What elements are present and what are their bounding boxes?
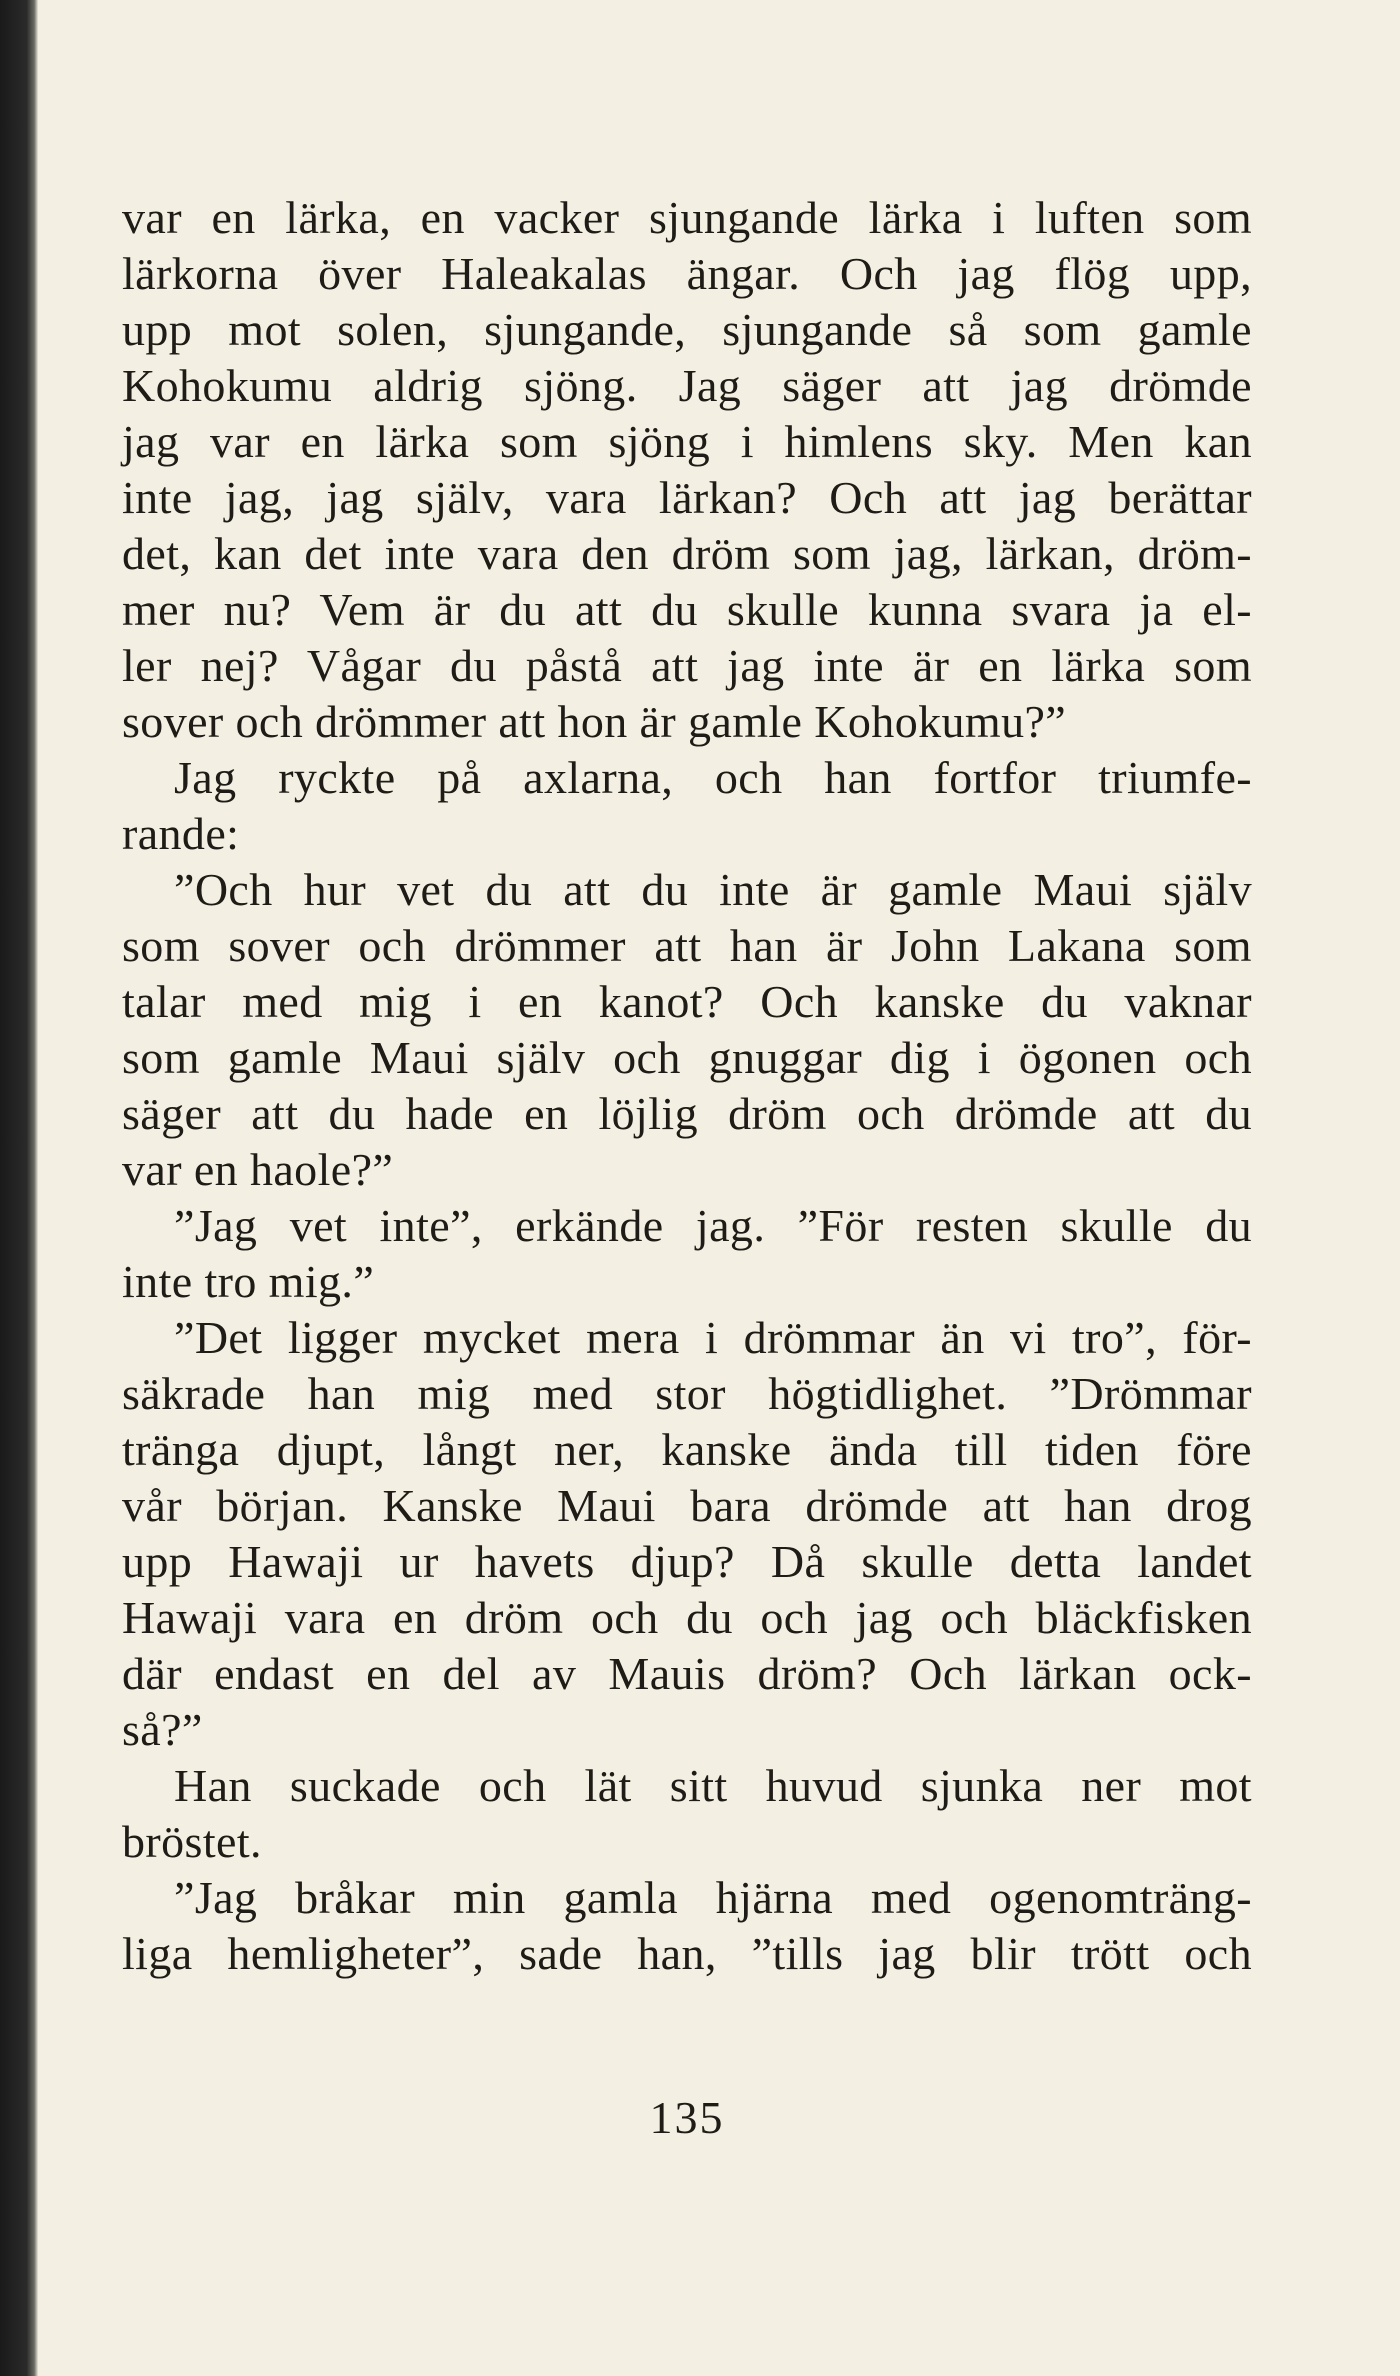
book-spine-shadow [0,0,38,2376]
text-line: var en lärka, en vacker sjungande lärka i luften som [122,192,1252,243]
text-line: sover och drömmer att hon är gamle Kohokumu?” [122,696,1067,747]
text-line: mer nu? Vem är du att du skulle kunna svara ja el- [122,584,1252,635]
text-line: var en haole?” [122,1144,394,1195]
text-line: där endast en del av Mauis dröm? Och lärkan ock- [122,1648,1252,1699]
text-line: Jag ryckte på axlarna, och han fortfor triumfe- [174,752,1252,803]
text-line: ”Jag bråkar min gamla hjärna med ogenomträng- [174,1872,1252,1923]
text-line: jag var en lärka som sjöng i himlens sky. Men kan [122,416,1252,467]
text-line: lärkorna över Haleakalas ängar. Och jag flög upp, [122,248,1252,299]
text-line: Han suckade och lät sitt huvud sjunka ner mot [174,1760,1252,1811]
text-line: som gamle Maui själv och gnuggar dig i ögonen och [122,1032,1252,1083]
text-line: vår början. Kanske Maui bara drömde att han drog [122,1480,1252,1531]
text-line: det, kan det inte vara den dröm som jag, lärkan, dröm- [122,528,1252,579]
text-line: säkrade han mig med stor högtidlighet. ”Drömmar [122,1368,1252,1419]
text-line: ”Jag vet inte”, erkände jag. ”För resten skulle du [174,1200,1252,1251]
text-line: ”Det ligger mycket mera i drömmar än vi tro”, för- [174,1312,1252,1363]
text-line: inte jag, jag själv, vara lärkan? Och att jag berättar [122,472,1252,523]
text-line: bröstet. [122,1816,262,1867]
text-line: tränga djupt, långt ner, kanske ända till tiden före [122,1424,1252,1475]
text-line: rande: [122,808,240,859]
text-line: inte tro mig.” [122,1256,375,1307]
text-line: ”Och hur vet du att du inte är gamle Maui själv [174,864,1252,915]
text-line: talar med mig i en kanot? Och kanske du vaknar [122,976,1252,1027]
text-line: upp Hawaji ur havets djup? Då skulle detta landet [122,1536,1252,1587]
book-page [122,190,1252,2270]
text-line: ler nej? Vågar du påstå att jag inte är en lärka som [122,640,1252,691]
text-line: liga hemligheter”, sade han, ”tills jag blir trött och [122,1928,1252,1979]
text-line: upp mot solen, sjungande, sjungande så som gamle [122,304,1252,355]
text-line: Kohokumu aldrig sjöng. Jag säger att jag drömde [122,360,1252,411]
text-line: så?” [122,1704,203,1755]
page-number: 135 [649,2092,725,2143]
text-line: säger att du hade en löjlig dröm och drömde att du [122,1088,1252,1139]
text-line: Hawaji vara en dröm och du och jag och bläckfisken [122,1592,1252,1643]
text-line: som sover och drömmer att han är John Lakana som [122,920,1252,971]
